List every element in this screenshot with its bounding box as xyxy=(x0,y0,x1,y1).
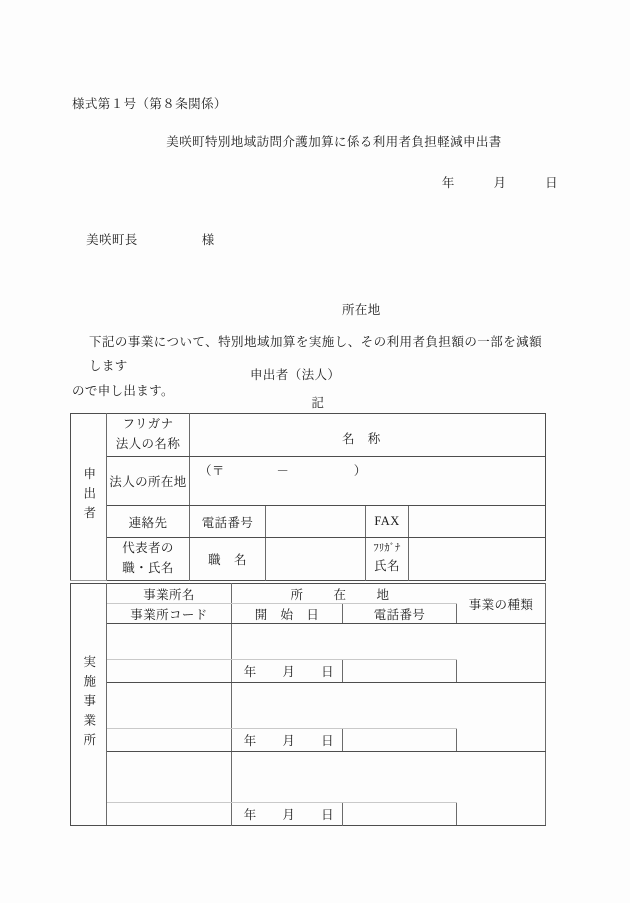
start-date-value-1[interactable] xyxy=(232,660,343,683)
fax-label: FAX xyxy=(374,514,400,528)
applicant-side-label-cell xyxy=(71,414,107,581)
addressee-honorific: 様 xyxy=(201,232,215,247)
phone-header-label: 電話番号 xyxy=(373,607,426,622)
business-type-header xyxy=(457,584,546,624)
applicant-location-row xyxy=(250,300,381,322)
address-value-1[interactable] xyxy=(232,624,457,660)
corp-name-label-cell xyxy=(107,414,190,457)
office-name-header xyxy=(107,584,232,604)
table-row xyxy=(71,506,546,538)
body-line-2: ので申し出ます。 xyxy=(72,383,174,398)
applicant-side-label: 申出者 xyxy=(81,466,96,526)
phone-value-2[interactable] xyxy=(343,729,457,752)
office-code-value-3[interactable] xyxy=(107,803,232,826)
rep-label-line-2: 職・氏名 xyxy=(122,561,174,575)
corp-address-label: 法人の所在地 xyxy=(109,475,187,489)
start-date-placeholder-3: 年 月 日 xyxy=(243,808,334,822)
zip-template: （〒 － ） xyxy=(199,464,367,478)
applicant-name-label: 名 称 xyxy=(342,432,381,446)
applicant-location-label: 所在地 xyxy=(342,303,381,317)
start-date-header xyxy=(232,604,343,624)
phone-value-3[interactable] xyxy=(343,803,457,826)
start-date-placeholder-2: 年 月 日 xyxy=(243,734,334,748)
fax-value[interactable] xyxy=(409,506,546,538)
phone-value[interactable] xyxy=(266,506,366,538)
office-code-header-label: 事業所コード xyxy=(130,607,208,622)
addressee-name: 美咲町長 xyxy=(86,232,138,247)
table-row xyxy=(71,414,546,457)
applicant-entity-label: 申出者（法人） xyxy=(250,367,341,382)
rep-furigana-label: ﾌﾘｶﾞﾅ xyxy=(373,543,401,555)
office-code-header xyxy=(107,604,232,624)
address-header-label: 所 在 地 xyxy=(290,587,399,602)
contact-label-cell xyxy=(107,506,190,538)
page-title: 美咲町特別地域訪問介護加算に係る利用者負担軽減申出書 xyxy=(166,135,502,149)
phone-label: 電話番号 xyxy=(201,515,254,530)
office-name-value-2[interactable] xyxy=(107,683,232,729)
business-type-value-2[interactable] xyxy=(457,683,546,752)
table-header-row xyxy=(71,584,546,604)
job-title-label: 職 名 xyxy=(208,553,247,567)
addressee-line xyxy=(72,217,215,264)
phone-label-cell xyxy=(190,506,266,538)
phone-value-1[interactable] xyxy=(343,660,457,683)
furigana-label: フリガナ xyxy=(122,417,174,432)
business-type-value-1[interactable] xyxy=(457,624,546,683)
rep-label-line-1: 代表者の xyxy=(122,541,174,556)
office-name-value-1[interactable] xyxy=(107,624,232,660)
rep-name-label-cell xyxy=(366,538,409,581)
office-code-value-1[interactable] xyxy=(107,660,232,683)
address-value-3[interactable] xyxy=(232,752,457,803)
office-name-header-label: 事業所名 xyxy=(143,587,195,602)
table-row xyxy=(71,538,546,581)
corp-address-value[interactable] xyxy=(190,457,546,506)
start-date-value-2[interactable] xyxy=(232,729,343,752)
facility-side-label: 実施事業所 xyxy=(81,654,96,753)
date-line: 年 月 日 xyxy=(441,176,558,190)
body-paragraph xyxy=(72,330,542,403)
rep-label-cell xyxy=(107,538,190,581)
ki-marker: 記 xyxy=(311,396,325,410)
office-code-value-2[interactable] xyxy=(107,729,232,752)
facility-side-label-cell xyxy=(71,584,107,826)
table-row xyxy=(71,457,546,506)
job-title-label-cell xyxy=(190,538,266,581)
table-row xyxy=(71,683,546,729)
business-type-value-3[interactable] xyxy=(457,752,546,826)
form-number: 様式第１号（第８条関係） xyxy=(72,97,227,111)
address-value-2[interactable] xyxy=(232,683,457,729)
office-name-value-3[interactable] xyxy=(107,752,232,803)
applicant-table xyxy=(70,413,546,581)
table-row xyxy=(71,752,546,803)
phone-header xyxy=(343,604,457,624)
rep-name-value[interactable] xyxy=(409,538,546,581)
fax-label-cell xyxy=(366,506,409,538)
contact-label: 連絡先 xyxy=(128,515,168,530)
corp-address-label-cell xyxy=(107,457,190,506)
corp-name-value[interactable] xyxy=(190,414,546,457)
facility-table xyxy=(70,583,546,826)
corp-name-label: 法人の名称 xyxy=(115,437,181,451)
table-row xyxy=(71,624,546,660)
business-type-header-label: 事業の種類 xyxy=(468,597,534,612)
body-line-1: 下記の事業について、特別地域加算を実施し、その利用者負担額の一部を減額します xyxy=(89,335,542,374)
start-date-header-label: 開 始 日 xyxy=(254,607,320,622)
job-title-value[interactable] xyxy=(266,538,366,581)
rep-name-label: 氏名 xyxy=(374,559,400,573)
start-date-placeholder-1: 年 月 日 xyxy=(243,665,334,679)
start-date-value-3[interactable] xyxy=(232,803,343,826)
address-header xyxy=(232,584,457,604)
